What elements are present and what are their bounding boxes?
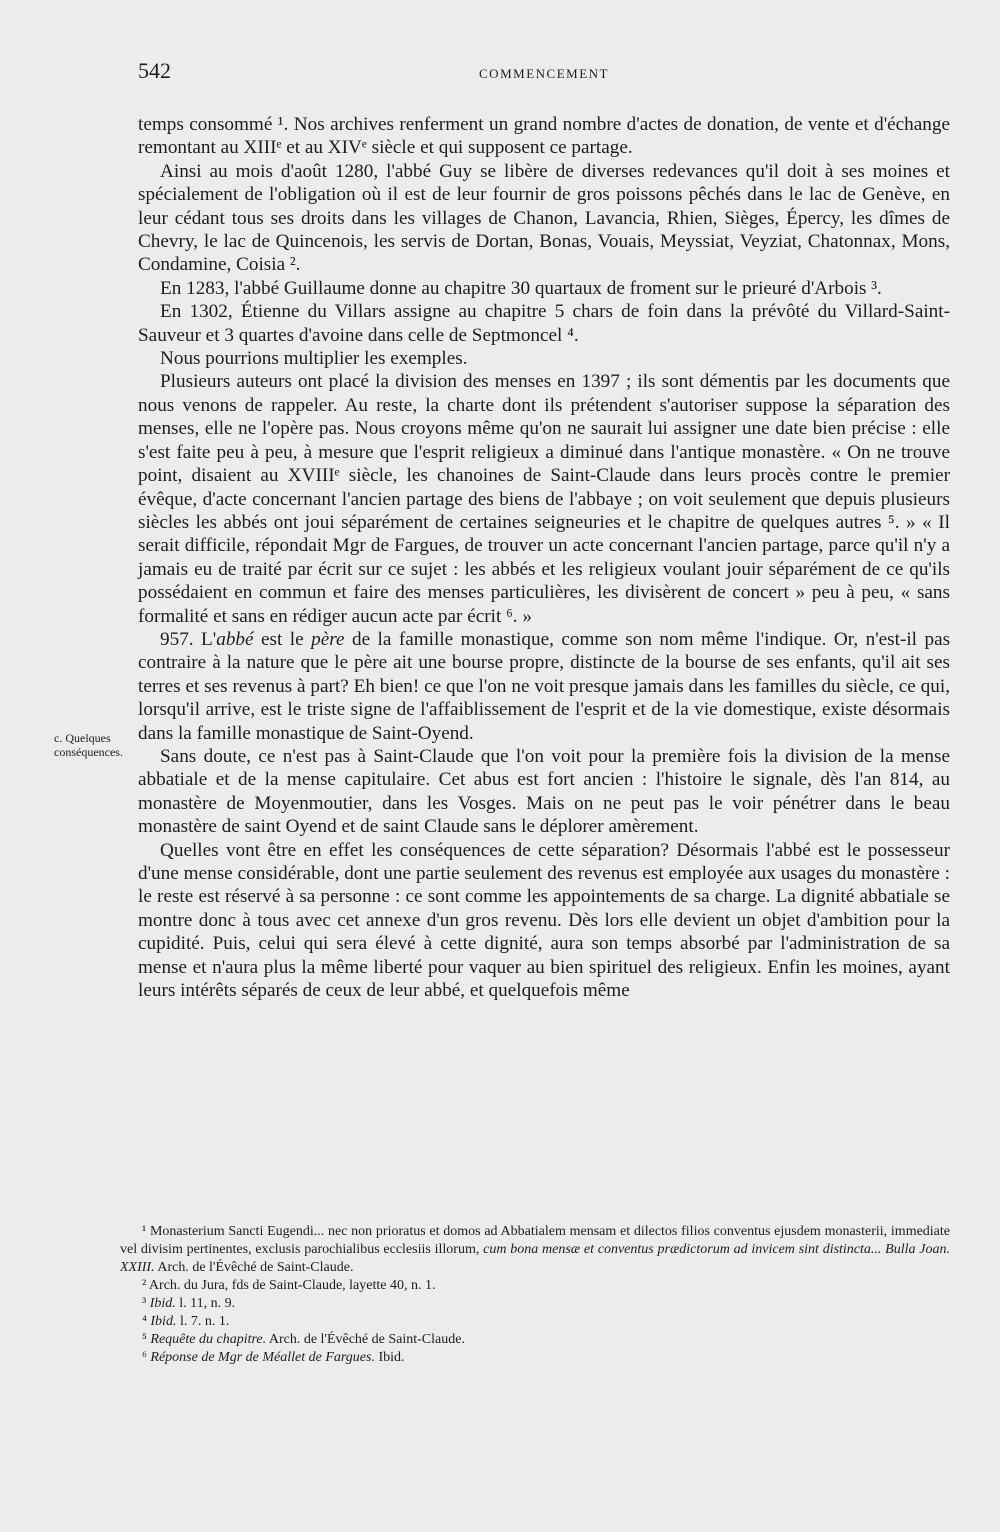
footnote-1 <box>120 1223 950 1277</box>
footnote-number: ⁴ <box>142 1314 147 1329</box>
footnote-text: Arch. de l'Évêché de Saint-Claude. <box>268 1332 465 1347</box>
footnote-source: Arch. de l'Évêché de Saint-Claude. <box>157 1260 354 1275</box>
footnote-5 <box>120 1331 950 1349</box>
paragraph: En 1283, l'abbé Guillaume donne au chapitre 30 quartaux de froment sur le prieuré d'Arbois ³. <box>160 277 882 299</box>
footnote-italic: Ibid. <box>149 1296 176 1311</box>
footnote-italic: Réponse de Mgr de Méallet de Fargues. <box>150 1350 375 1365</box>
italic-term: père <box>311 628 345 650</box>
footnote-4 <box>120 1313 950 1331</box>
paragraph: Nous pourrions multiplier les exemples. <box>160 348 468 370</box>
footnote-italic: Ibid. <box>150 1314 177 1329</box>
paragraph: Ainsi au mois d'août 1280, l'abbé Guy se libère de diverses redevances qu'il doit à ses moines et spécialement de l'obligation où il est de leur fournir de gros poissons pêchés dans le lac de Genève, en leur cédant tous ses droits dans les villages de Chanon, Lavancia, Rhien, Sièges, Épercy, les dîmes de Chevry, le lac de Quincenois, les servis de Dortan, Bonas, Vouais, Meyssiat, Veyziat, Chatonnax, Mons, Condamine, Coisia ². <box>138 160 950 276</box>
footnote-text: l. 11, n. 9. <box>179 1296 236 1311</box>
paragraph-957 <box>138 628 950 745</box>
paragraph: En 1302, Étienne du Villars assigne au chapitre 5 chars de foin dans la prévôté du Villard-Saint-Sauveur et 3 quartes d'avoine dans celle de Septmoncel ⁴. <box>138 301 950 346</box>
footnote-text: Ibid. <box>378 1350 405 1365</box>
italic-term: abbé <box>216 628 254 650</box>
footnote-number: ³ <box>142 1296 147 1311</box>
footnote-2: ² Arch. du Jura, fds de Saint-Claude, layette 40, n. 1. <box>142 1278 436 1293</box>
running-head: COMMENCEMENT <box>479 66 609 81</box>
footnote-number: ⁵ <box>142 1332 147 1347</box>
page-number: 542 <box>138 58 171 83</box>
paragraph: Sans doute, ce n'est pas à Saint-Claude que l'on voit pour la première fois la division de la mense abbatiale et de la mense capitulaire. Cet abus est fort ancien : l'histoire le signale, dès l'an 814, au monastère de Moyenmoutier, dans les Vosges. Mais on ne peut pas le voir pénétrer dans le beau monastère de saint Oyend et de saint Claude sans le déplorer amèrement. <box>138 745 950 838</box>
text-fragment: de la famille monastique, comme son nom même l'indique. Or, n'est-il pas contraire à la nature que le père ait une bourse propre, distincte de la bourse de ses enfants, qu'il ait ses terres et ses revenus à part? Eh bien! ce que l'on ne voit presque jamais dans les familles du siècle, ce qui, lorsqu'il arrive, est le triste signe de l'affaiblissement de l'esprit et de la vie domestique, existe désormais dans la famille monastique de Saint-Oyend. <box>138 628 951 744</box>
footnote-italic: Requête du chapitre. <box>150 1332 267 1347</box>
paragraph: Quelles vont être en effet les conséquences de cette séparation? Désormais l'abbé est le possesseur d'une mense considérable, dont une partie seulement des revenus est employée aux usages du monastère : le reste est réservé à sa personne : ce sont comme les appointements de sa charge. La dignité abbatiale se montre donc à tous avec cet annexe d'un gros revenu. Dès lors elle devient un objet d'ambition pour la cupidité. Puis, celui qui sera élevé à cette dignité, aura son temps absorbé par l'administration de sa mense et n'aura plus la même liberté pour vaquer au bien spirituel des religieux. Enfin les moines, ayant leurs intérêts séparés de ceux de leur abbé, et quelquefois même <box>138 839 950 1002</box>
text-fragment: L' <box>201 628 217 650</box>
paragraph: temps consommé ¹. Nos archives renferment un grand nombre d'actes de donation, de vente et d'échange remontant au XIIIᵉ et au XIVᵉ siècle et qui supposent ce partage. <box>138 114 950 159</box>
section-number: 957. <box>160 628 194 650</box>
margin-note: c. Quelques conséquences. <box>54 731 123 759</box>
paragraph: Plusieurs auteurs ont placé la division des menses en 1397 ; ils sont démentis par les documents que nous venons de rappeler. Au reste, la charte dont ils prétendent s'autoriser suppose la séparation des menses, elle ne l'opère pas. Nous croyons même qu'on ne saurait lui assigner une date bien précise : elle s'est faite peu à peu, à mesure que l'esprit religieux a diminué dans l'antique monastère. « On ne trouve point, disaient au XVIIIᵉ siècle, les chanoines de Saint-Claude dans leurs procès contre le premier évêque, d'acte concernant l'ancien partage des biens de l'abbaye ; on voit seulement que depuis plusieurs siècles les abbés ont joui séparément de certaines seigneuries et le chapitre de quelques autres ⁵. » « Il serait difficile, répondait Mgr de Fargues, de trouver un acte concernant l'ancien partage, parce qu'il n'y a jamais eu de traité par écrit sur ce sujet : les abbés et les religieux voulant jouir séparément de ce qu'ils possédaient en commun et faire des menses particulières, les divisèrent de concert » peu à peu, « sans formalité et sans en rédiger aucun acte par écrit ⁶. » <box>138 371 950 627</box>
footnote-italic: cum bona mensæ et conventus prædictorum ad invicem sint distincta... Bulla Joan. XXIII. <box>120 1242 951 1275</box>
footnote-text: l. 7. n. 1. <box>179 1314 230 1329</box>
footnotes <box>120 1223 950 1367</box>
footnote-text: ¹ Monasterium Sancti Eugendi... nec non prioratus et domos ad Abbatialem mensam et dilectos filios conventus ejusdem monasterii, immediate vel divisim pertinentes, exclusis parochialibus ecclesiis illorum, <box>120 1224 950 1257</box>
footnote-6 <box>120 1349 950 1367</box>
text-fragment: est le <box>261 628 304 650</box>
body-text <box>138 113 950 1002</box>
page-header <box>138 58 950 88</box>
footnote-3 <box>120 1295 950 1313</box>
footnote-number: ⁶ <box>142 1350 147 1365</box>
